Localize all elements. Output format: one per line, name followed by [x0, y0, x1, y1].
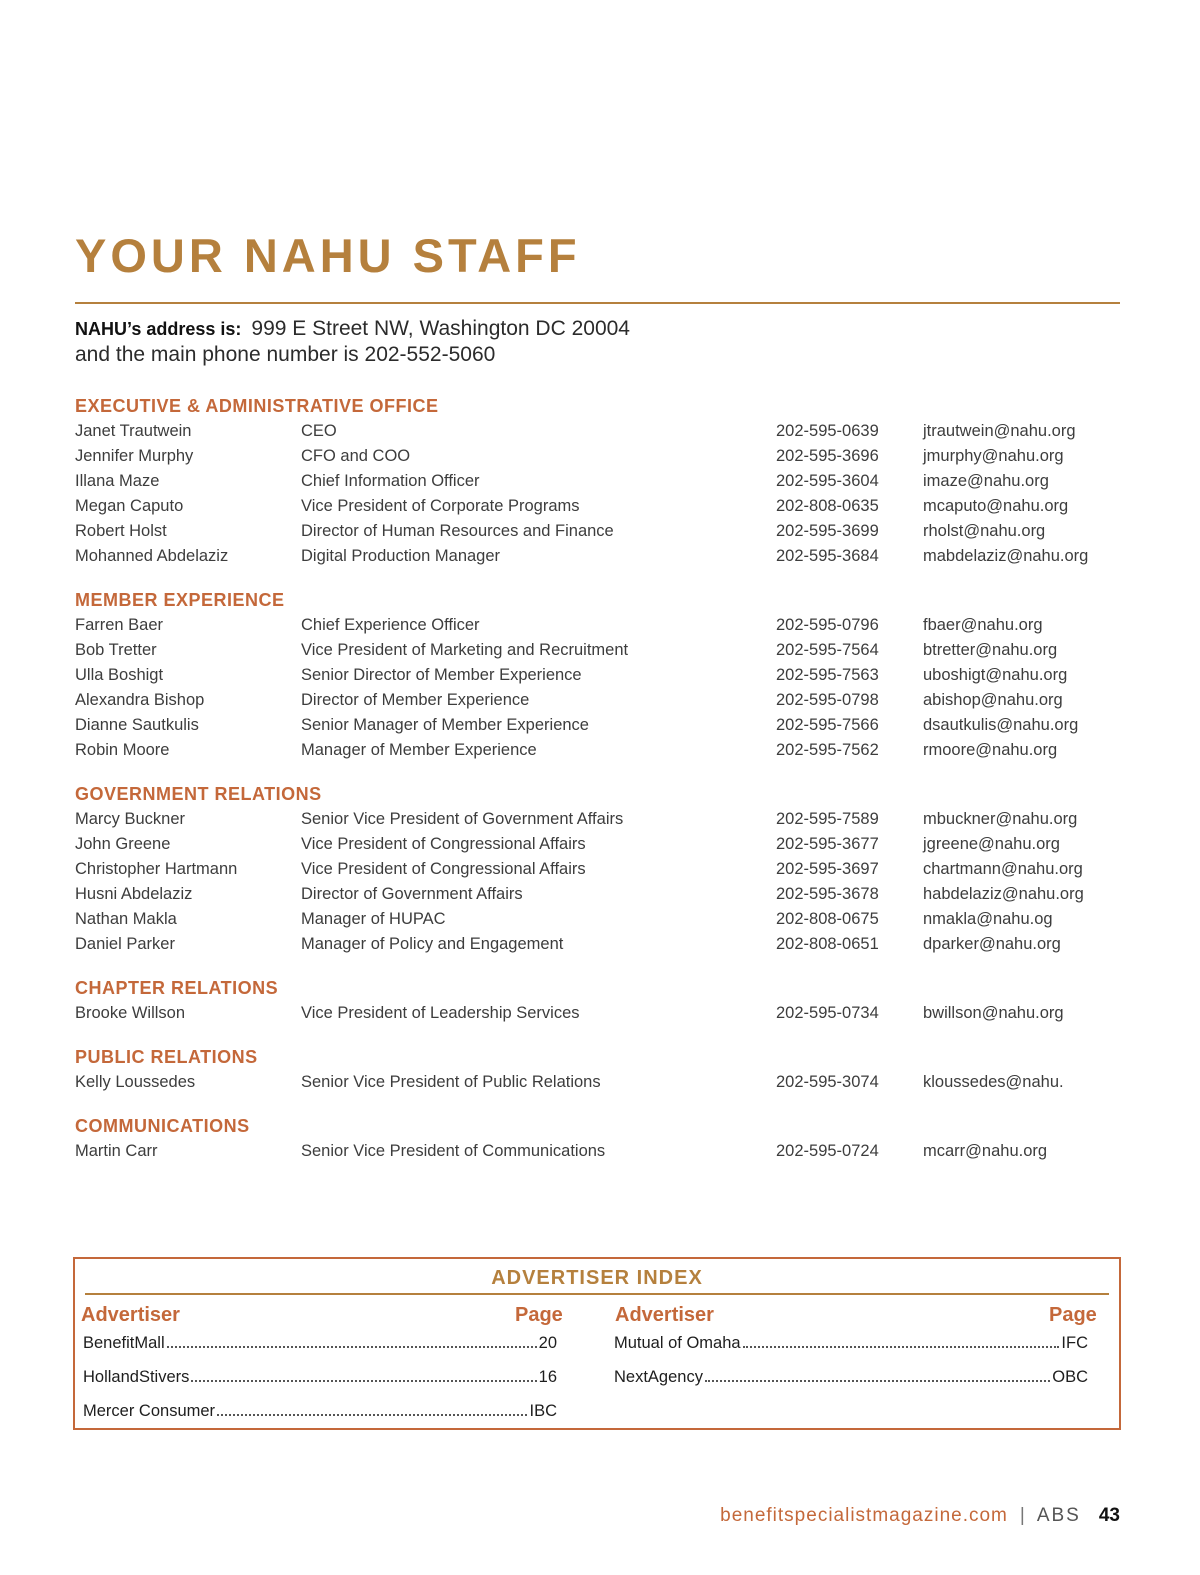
staff-name: Jennifer Murphy	[75, 447, 194, 465]
staff-phone: 202-595-7563	[776, 666, 879, 684]
staff-email[interactable]: fbaer@nahu.org	[923, 616, 1043, 634]
staff-name: Alexandra Bishop	[75, 691, 205, 709]
staff-title: Senior Vice President of Government Affairs	[301, 810, 624, 828]
advertiser-name: Mutual of Omaha	[614, 1334, 741, 1352]
staff-phone: 202-595-3699	[776, 522, 879, 540]
staff-email[interactable]: mbuckner@nahu.org	[923, 810, 1078, 828]
dot-leader	[743, 1346, 1060, 1348]
section-heading: EXECUTIVE & ADMINISTRATIVE OFFICE	[75, 396, 439, 416]
staff-email[interactable]: bwillson@nahu.org	[923, 1004, 1064, 1022]
staff-name: Ulla Boshigt	[75, 666, 164, 684]
dot-leader	[217, 1414, 527, 1416]
page-column-header: Page	[1049, 1304, 1097, 1326]
dot-leader	[191, 1380, 536, 1382]
staff-name: Martin Carr	[75, 1142, 158, 1160]
staff-row	[75, 497, 1135, 522]
staff-row	[75, 1004, 1135, 1029]
staff-row	[75, 935, 1135, 960]
staff-name: Brooke Willson	[75, 1004, 186, 1022]
staff-phone: 202-595-3697	[776, 860, 879, 878]
staff-phone: 202-595-7564	[776, 641, 879, 659]
staff-phone: 202-595-0639	[776, 422, 879, 440]
staff-email[interactable]: abishop@nahu.org	[923, 691, 1063, 709]
address-block	[75, 316, 630, 367]
staff-email[interactable]: dparker@nahu.org	[923, 935, 1061, 953]
advertiser-page: 20	[538, 1334, 557, 1352]
staff-email[interactable]: jtrautwein@nahu.org	[923, 422, 1076, 440]
staff-email[interactable]: jmurphy@nahu.org	[923, 447, 1064, 465]
staff-title: Vice President of Congressional Affairs	[301, 860, 586, 878]
staff-title: Digital Production Manager	[301, 547, 501, 565]
page-number: 43	[1098, 1505, 1120, 1526]
staff-title: Vice President of Corporate Programs	[301, 497, 580, 515]
staff-phone: 202-595-3677	[776, 835, 879, 853]
dot-leader	[167, 1346, 537, 1348]
staff-name: Kelly Loussedes	[75, 1073, 196, 1091]
advertiser-name: HollandStivers	[83, 1368, 190, 1386]
advertiser-entry	[83, 1365, 557, 1387]
advertiser-index-title: ADVERTISER INDEX	[491, 1267, 703, 1289]
advertiser-index-divider	[85, 1293, 1109, 1295]
staff-phone: 202-595-7566	[776, 716, 879, 734]
staff-email[interactable]: habdelaziz@nahu.org	[923, 885, 1084, 903]
staff-title: Manager of HUPAC	[301, 910, 446, 928]
advertiser-entry	[614, 1331, 1088, 1353]
page-footer	[720, 1505, 1120, 1527]
staff-title: Director of Human Resources and Finance	[301, 522, 614, 540]
title-divider	[75, 302, 1120, 304]
staff-phone: 202-595-0796	[776, 616, 879, 634]
advertiser-column-header: Advertiser	[615, 1304, 714, 1326]
page-title: YOUR NAHU STAFF	[75, 229, 581, 282]
staff-name: Farren Baer	[75, 616, 164, 634]
staff-row	[75, 422, 1135, 447]
staff-email[interactable]: btretter@nahu.org	[923, 641, 1058, 659]
staff-email[interactable]: rmoore@nahu.org	[923, 741, 1058, 759]
staff-phone: 202-595-7589	[776, 810, 879, 828]
section-heading: MEMBER EXPERIENCE	[75, 590, 285, 610]
staff-title: Chief Experience Officer	[301, 616, 480, 634]
staff-phone: 202-595-3696	[776, 447, 879, 465]
advertiser-page: IBC	[529, 1402, 557, 1420]
staff-title: Director of Member Experience	[301, 691, 530, 709]
staff-email[interactable]: mcaputo@nahu.org	[923, 497, 1069, 515]
section-heading: COMMUNICATIONS	[75, 1116, 250, 1136]
staff-row	[75, 860, 1135, 885]
staff-name: Daniel Parker	[75, 935, 175, 953]
staff-phone: 202-808-0651	[776, 935, 879, 953]
staff-phone: 202-808-0635	[776, 497, 879, 515]
staff-name: Janet Trautwein	[75, 422, 192, 440]
main-phone-line: and the main phone number is 202-552-5060	[75, 343, 496, 366]
staff-title: Manager of Policy and Engagement	[301, 935, 564, 953]
staff-row	[75, 691, 1135, 716]
staff-name: Dianne Sautkulis	[75, 716, 199, 734]
staff-row	[75, 447, 1135, 472]
advertiser-page: IFC	[1061, 1334, 1088, 1352]
advertiser-column-header: Advertiser	[81, 1304, 180, 1326]
staff-row	[75, 810, 1135, 835]
staff-name: John Greene	[75, 835, 171, 853]
section-heading: PUBLIC RELATIONS	[75, 1047, 258, 1067]
advertiser-name: NextAgency	[614, 1368, 703, 1386]
section-heading: CHAPTER RELATIONS	[75, 978, 279, 998]
staff-name: Illana Maze	[75, 472, 160, 490]
staff-title: Senior Manager of Member Experience	[301, 716, 589, 734]
page-column-header: Page	[515, 1304, 563, 1326]
section-heading: GOVERNMENT RELATIONS	[75, 784, 322, 804]
staff-title: Senior Vice President of Communications	[301, 1142, 606, 1160]
staff-email[interactable]: rholst@nahu.org	[923, 522, 1046, 540]
staff-row	[75, 547, 1135, 572]
footer-website: benefitspecialistmagazine.com	[720, 1505, 1008, 1526]
staff-row	[75, 641, 1135, 666]
staff-phone: 202-595-0734	[776, 1004, 879, 1022]
staff-row	[75, 910, 1135, 935]
staff-row	[75, 1073, 1135, 1098]
staff-email[interactable]: imaze@nahu.org	[923, 472, 1049, 490]
staff-email[interactable]: uboshigt@nahu.org	[923, 666, 1068, 684]
staff-email[interactable]: mcarr@nahu.org	[923, 1142, 1048, 1160]
staff-email[interactable]: nmakla@nahu.og	[923, 910, 1053, 928]
address-street: 999 E Street NW, Washington DC 20004	[251, 317, 630, 340]
staff-name: Marcy Buckner	[75, 810, 186, 828]
staff-name: Megan Caputo	[75, 497, 184, 515]
staff-phone: 202-595-0724	[776, 1142, 879, 1160]
staff-email[interactable]: chartmann@nahu.org	[923, 860, 1083, 878]
staff-title: Vice President of Marketing and Recruitment	[301, 641, 629, 659]
staff-row	[75, 741, 1135, 766]
staff-email[interactable]: dsautkulis@nahu.org	[923, 716, 1079, 734]
staff-name: Christopher Hartmann	[75, 860, 238, 878]
staff-name: Robin Moore	[75, 741, 170, 759]
staff-title: Director of Government Affairs	[301, 885, 523, 903]
advertiser-page: OBC	[1052, 1368, 1088, 1386]
staff-phone: 202-595-0798	[776, 691, 879, 709]
staff-name: Robert Holst	[75, 522, 167, 540]
staff-row	[75, 472, 1135, 497]
staff-name: Husni Abdelaziz	[75, 885, 193, 903]
staff-email[interactable]: jgreene@nahu.org	[923, 835, 1060, 853]
advertiser-entry	[83, 1331, 557, 1353]
address-label: NAHU’s address is:	[75, 319, 242, 339]
advertiser-entry	[614, 1365, 1088, 1387]
staff-title: CEO	[301, 422, 337, 440]
staff-email[interactable]: kloussedes@nahu.	[923, 1073, 1064, 1091]
staff-row	[75, 1142, 1135, 1167]
staff-phone: 202-595-3604	[776, 472, 879, 490]
staff-phone: 202-595-3684	[776, 547, 879, 565]
staff-phone: 202-595-3074	[776, 1073, 879, 1091]
staff-name: Bob Tretter	[75, 641, 157, 659]
staff-row	[75, 616, 1135, 641]
advertiser-entry	[83, 1399, 557, 1421]
staff-title: Chief Information Officer	[301, 472, 480, 490]
footer-separator: |	[1019, 1505, 1025, 1526]
advertiser-name: Mercer Consumer	[83, 1402, 216, 1420]
staff-row	[75, 666, 1135, 691]
staff-title: Vice President of Leadership Services	[301, 1004, 580, 1022]
staff-row	[75, 885, 1135, 910]
staff-email[interactable]: mabdelaziz@nahu.org	[923, 547, 1089, 565]
staff-phone: 202-595-7562	[776, 741, 879, 759]
dot-leader	[705, 1380, 1050, 1382]
staff-title: Senior Director of Member Experience	[301, 666, 582, 684]
staff-title: CFO and COO	[301, 447, 411, 465]
staff-phone: 202-808-0675	[776, 910, 879, 928]
staff-title: Vice President of Congressional Affairs	[301, 835, 586, 853]
staff-title: Senior Vice President of Public Relations	[301, 1073, 601, 1091]
staff-phone: 202-595-3678	[776, 885, 879, 903]
advertiser-index	[73, 1257, 1121, 1430]
staff-title: Manager of Member Experience	[301, 741, 537, 759]
staff-name: Mohanned Abdelaziz	[75, 547, 229, 565]
staff-name: Nathan Makla	[75, 910, 177, 928]
advertiser-name: BenefitMall	[83, 1334, 165, 1352]
staff-row	[75, 716, 1135, 741]
advertiser-page: 16	[538, 1368, 557, 1386]
staff-row	[75, 522, 1135, 547]
footer-publication: ABS	[1036, 1505, 1081, 1526]
staff-row	[75, 835, 1135, 860]
